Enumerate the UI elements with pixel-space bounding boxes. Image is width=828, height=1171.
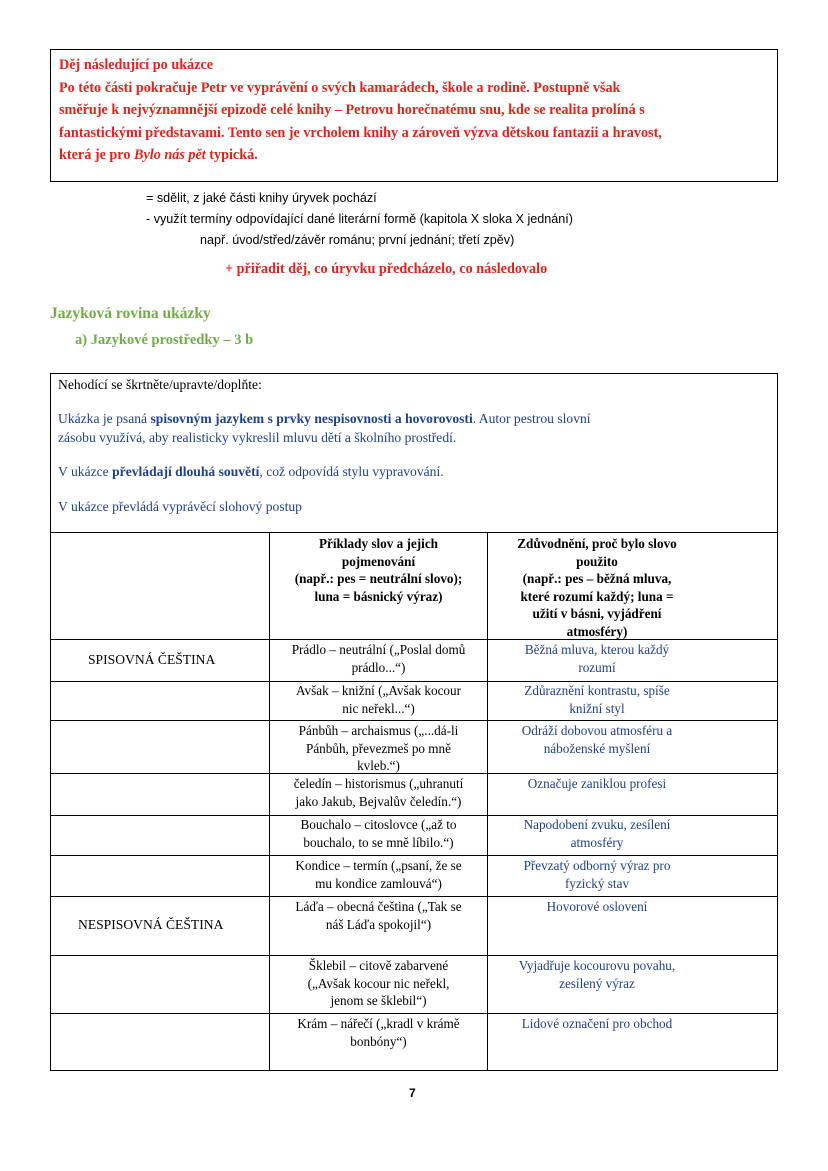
- header-line: (např.: pes – běžná mluva,: [522, 571, 672, 586]
- example-cell: [270, 682, 487, 717]
- cell-line: bonbóny“): [350, 1033, 407, 1049]
- intro-text: . Autor pestrou slovní: [472, 411, 591, 426]
- task-instruction: Nehodící se škrtněte/upravte/doplňte:: [58, 377, 262, 392]
- cell-line: mu kondice zamlouvá“): [315, 875, 442, 891]
- cell-line: Avšak – knižní („Avšak kocour: [295, 683, 462, 698]
- table-border: [50, 896, 778, 897]
- reason-cell: [488, 775, 706, 793]
- reason-cell: [488, 898, 706, 916]
- cell-line: bouchalo, to se mně líbilo.“): [303, 834, 454, 850]
- header-line: použito: [576, 553, 618, 569]
- cell-line: kvleb.“): [357, 758, 400, 773]
- plot-summary-line: směřuje k nejvýznamnější epizodě celé knihy – Petrovu horečnatému snu, kde se realita prolíná s: [59, 102, 645, 118]
- cell-line: zesílený výraz: [559, 975, 635, 991]
- table-border: [50, 532, 778, 533]
- cell-line: Zdůraznění kontrastu, spíše: [524, 683, 670, 698]
- row-label-nespisovna: NESPISOVNÁ ČEŠTINA: [78, 917, 224, 932]
- example-cell: [270, 898, 487, 933]
- example-cell: [270, 722, 487, 775]
- reason-cell: [488, 1015, 706, 1033]
- cell-line: Bouchalo – citoslovce („až to: [300, 817, 457, 832]
- intro-bold-text: převládají dlouhá souvětí: [112, 464, 260, 479]
- plot-summary-text: typická.: [205, 147, 258, 163]
- section-subheading: a) Jazykové prostředky – 3 b: [75, 332, 254, 348]
- plus-instruction: + přiřadit děj, co úryvku předcházelo, co následovalo: [225, 261, 548, 277]
- reason-cell: [488, 722, 706, 757]
- plot-summary-title: Děj následující po ukázce: [59, 57, 214, 73]
- plot-summary-box: [50, 49, 778, 182]
- example-cell: [270, 641, 487, 676]
- intro-paragraph-3: V ukázce převládá vyprávěcí slohový postup: [58, 499, 302, 514]
- cell-line: Krám – nářečí („kradl v krámě: [297, 1016, 460, 1031]
- cell-line: náboženské myšlení: [543, 740, 651, 756]
- header-line: luna = básnický výraz): [314, 588, 443, 604]
- cell-line: Lidové označení pro obchod: [521, 1016, 673, 1031]
- plot-summary-line: Po této části pokračuje Petr ve vyprávění o svých kamarádech, škole a rodině. Postupně však: [59, 79, 621, 96]
- header-line: Zdůvodnění, proč bylo slovo: [517, 536, 677, 551]
- example-cell: [270, 816, 487, 851]
- reason-cell: [488, 641, 706, 676]
- cell-line: atmosféry: [570, 834, 624, 850]
- example-cell: [270, 957, 487, 1010]
- cell-line: Prádlo – neutrální („Poslal domů: [291, 642, 466, 657]
- reason-cell: [488, 682, 706, 717]
- cell-line: Vyjadřuje kocourovu povahu,: [518, 958, 676, 973]
- cell-line: čeledín – historismus („uhranutí: [293, 776, 464, 791]
- cell-line: rozumí: [578, 659, 616, 675]
- table-border: [50, 855, 778, 856]
- intro-paragraph-1-line-2: zásobu využívá, aby realisticky vykreslil mluvu dětí a školního prostředí.: [58, 430, 457, 445]
- cell-line: Pánbůh – archaismus („...dá-li: [298, 723, 459, 738]
- cell-line: knižní styl: [569, 700, 625, 716]
- table-header-examples: [270, 535, 487, 605]
- instruction-line: - využít termíny odpovídající dané literární formě (kapitola X sloka X jednání): [146, 212, 573, 226]
- section-heading: Jazyková rovina ukázky: [50, 305, 211, 322]
- page-number: 7: [409, 1086, 416, 1100]
- table-header-reasons: [488, 535, 706, 640]
- intro-text: V ukázce: [58, 464, 113, 479]
- cell-line: jenom se šklebil“): [330, 993, 427, 1008]
- cell-line: Láďa – obecná čeština („Tak se: [295, 899, 462, 914]
- example-cell: [270, 1015, 487, 1050]
- reason-cell: [488, 957, 706, 992]
- example-cell: [270, 857, 487, 892]
- cell-line: prádlo...“): [351, 659, 406, 675]
- cell-line: Označuje zaniklou profesi: [527, 776, 667, 791]
- reason-cell: [488, 816, 706, 851]
- cell-line: Převzatý odborný výraz pro: [523, 858, 671, 873]
- table-border: [50, 1013, 778, 1014]
- plot-summary-line: fantastickými představami. Tento sen je vrcholem knihy a zároveň výzva dětskou fantazii a hravost,: [59, 124, 662, 141]
- table-border: [50, 720, 778, 721]
- intro-paragraph-2: [58, 464, 444, 480]
- header-line: Příklady slov a jejich: [318, 536, 439, 551]
- cell-line: Odráží dobovou atmosféru a: [521, 723, 673, 738]
- instruction-line: např. úvod/střed/závěr románu; první jednání; třetí zpěv): [200, 233, 515, 247]
- instructions: [146, 188, 573, 251]
- cell-line: Běžná mluva, kterou každý: [524, 642, 670, 657]
- cell-line: nic neřekl...“): [342, 700, 415, 716]
- instruction-line: = sdělit, z jaké části knihy úryvek pochází: [146, 191, 377, 205]
- intro-text: , což odpovídá stylu vypravování.: [259, 464, 444, 479]
- intro-paragraph-1: [58, 411, 591, 427]
- table-border: [50, 955, 778, 956]
- cell-line: náš Láďa spokojil“): [325, 916, 432, 932]
- header-line: (např.: pes = neutrální slovo);: [294, 571, 463, 586]
- cell-line: fyzický stav: [564, 875, 630, 891]
- cell-line: Napodobení zvuku, zesílení: [523, 817, 671, 832]
- header-line: které rozumí každý; luna =: [520, 588, 674, 604]
- book-title: Bylo nás pět: [134, 147, 206, 163]
- cell-line: jako Jakub, Bejvalův čeledín.“): [295, 793, 462, 809]
- cell-line: Hovorové oslovení: [546, 899, 648, 914]
- plot-summary-text: která je pro: [59, 147, 134, 163]
- header-line: atmosféry): [566, 623, 628, 639]
- row-label-spisovna: SPISOVNÁ ČEŠTINA: [88, 652, 216, 667]
- plot-summary-line: [59, 144, 769, 167]
- example-cell: [270, 775, 487, 810]
- cell-line: Šklebil – citově zabarvené: [308, 958, 449, 973]
- reason-cell: [488, 857, 706, 892]
- intro-text: Ukázka je psaná: [58, 411, 151, 426]
- intro-bold-text: spisovným jazykem s prvky nespisovnosti a hovorovosti: [150, 411, 473, 426]
- cell-line: Kondice – termín („psaní, že se: [295, 858, 462, 873]
- cell-line: Pánbůh, převezmeš po mně: [305, 740, 452, 756]
- header-line: pojmenování: [341, 553, 416, 569]
- header-line: užití v básni, vyjádření: [532, 606, 662, 621]
- cell-line: („Avšak kocour nic neřekl,: [307, 975, 450, 991]
